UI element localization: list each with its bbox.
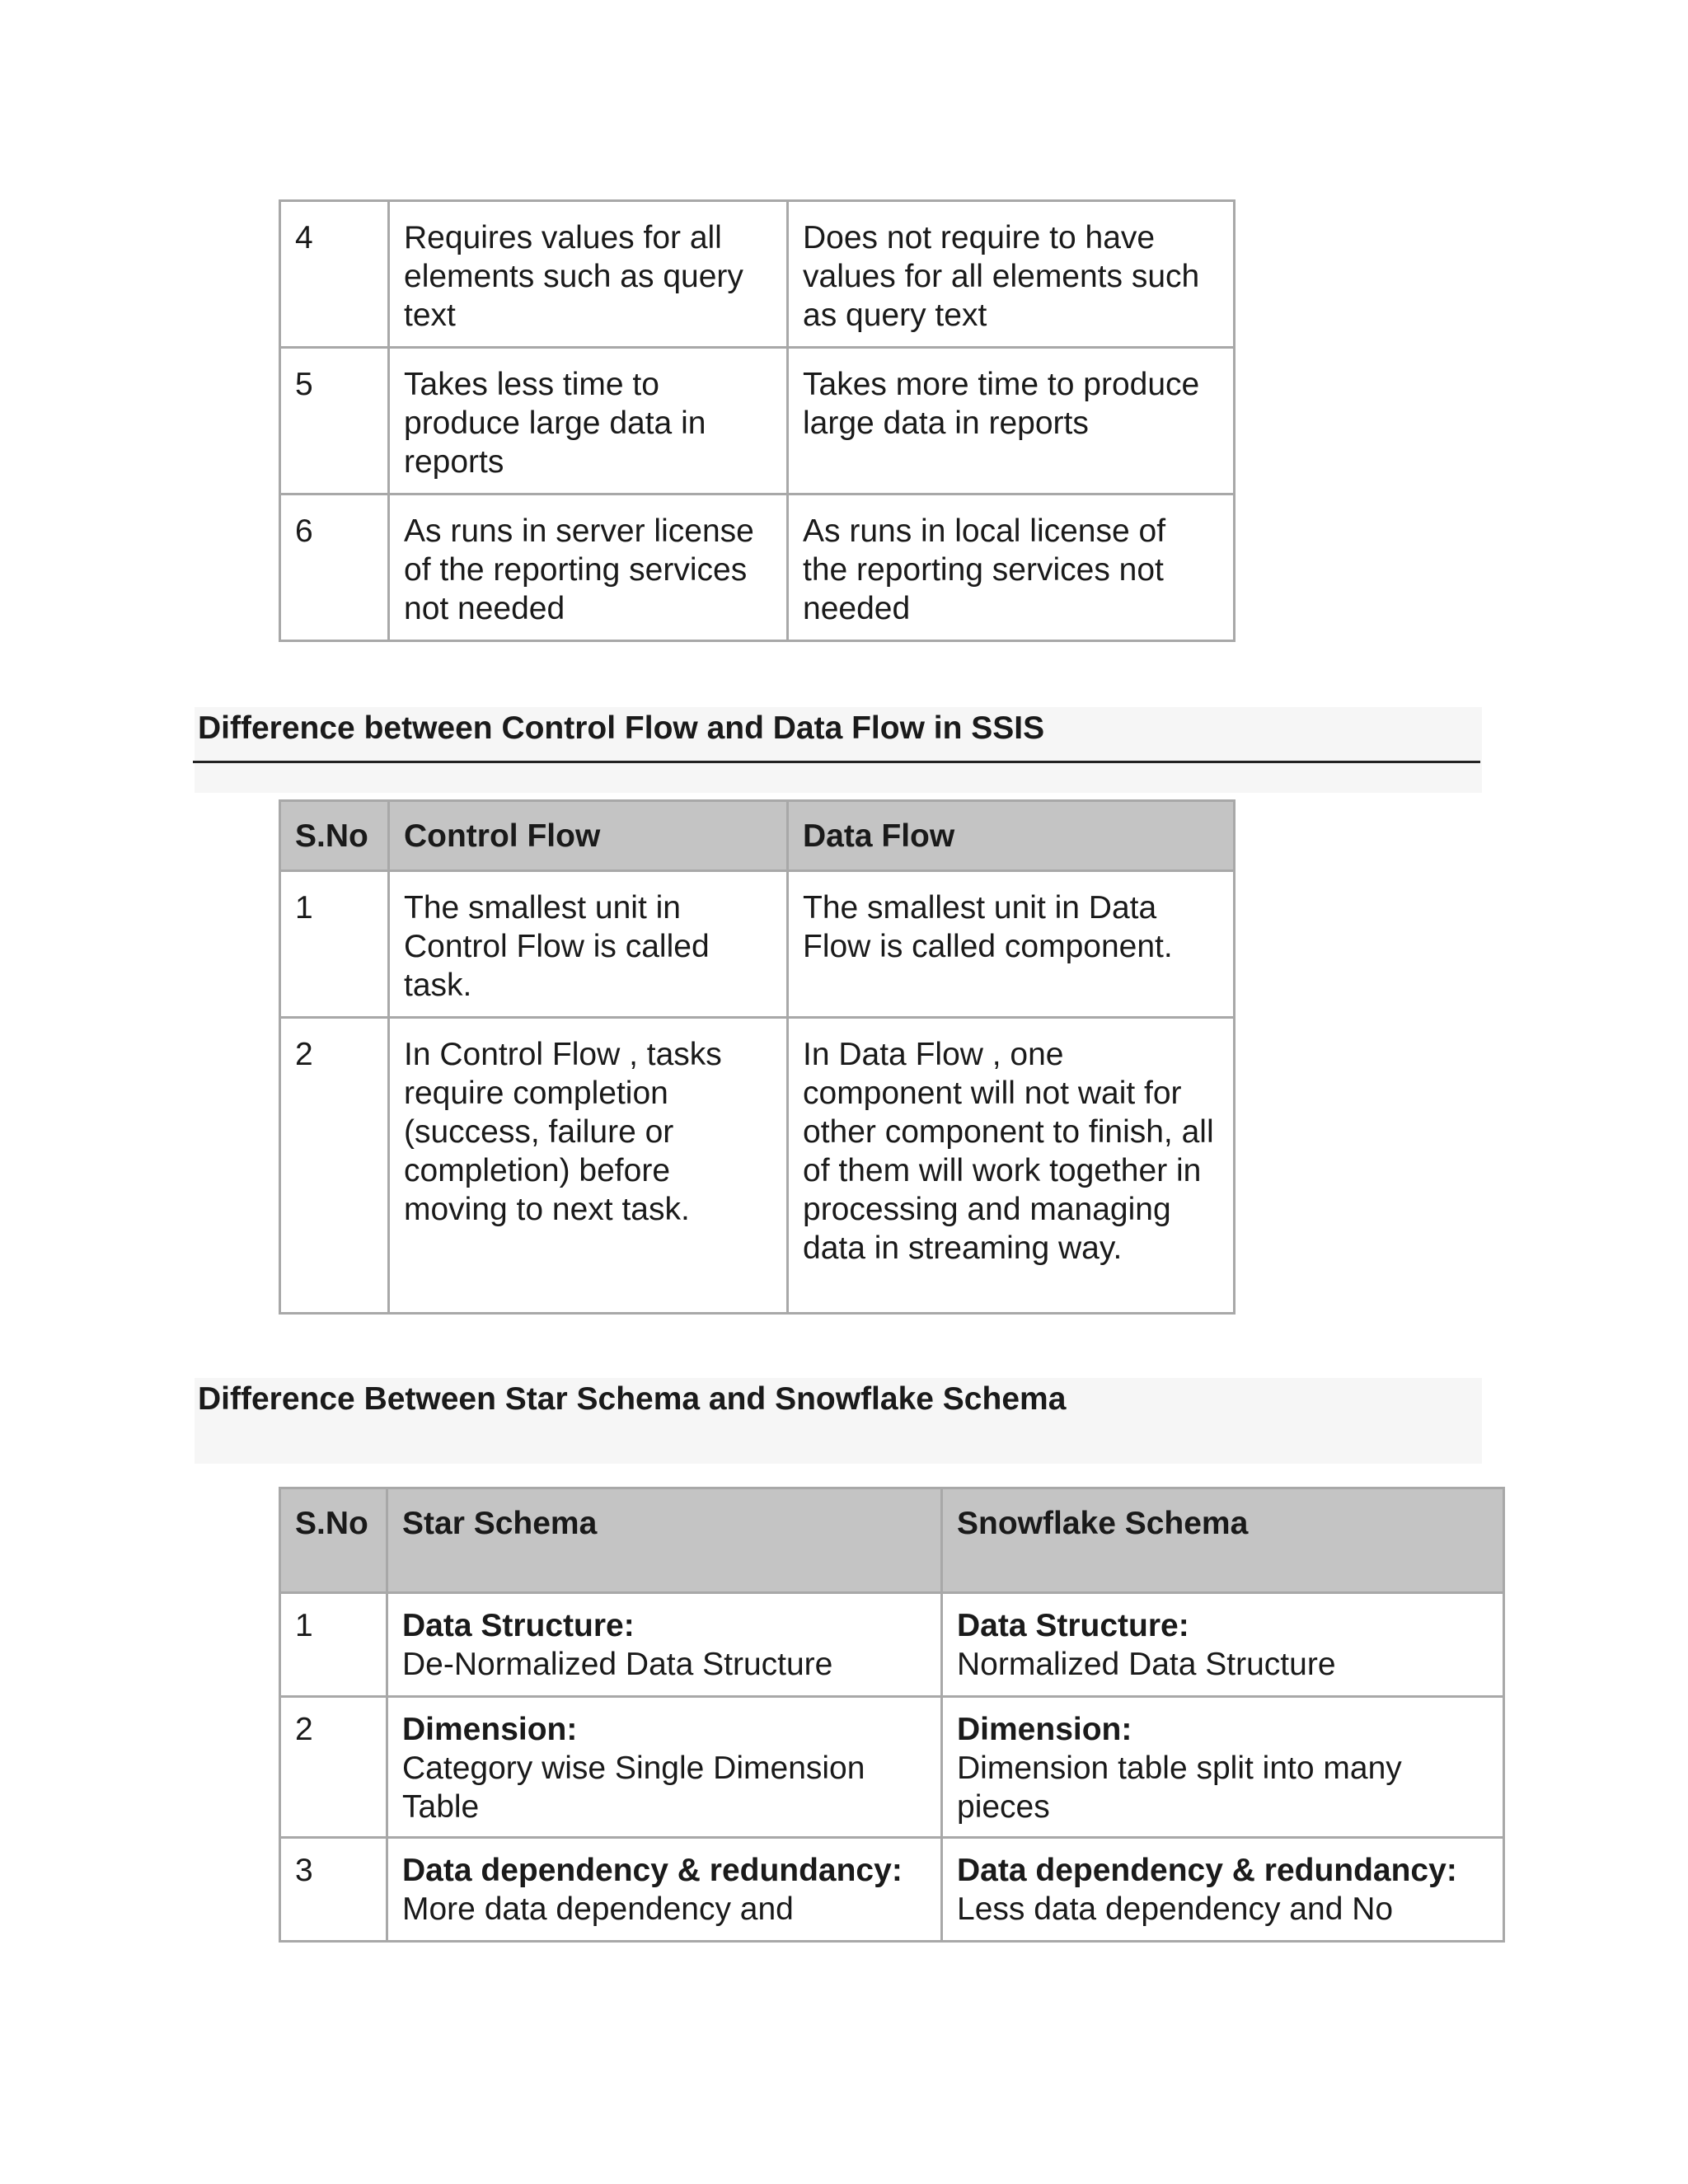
cell-title: Data Structure: (402, 1608, 635, 1643)
cell-text: Category wise Single Dimension Table (402, 1750, 865, 1825)
sno-cell: 2 (280, 1697, 387, 1838)
cell-title: Dimension: (957, 1712, 1132, 1747)
table-row (280, 201, 1235, 348)
left-cell: The smallest unit in Control Flow is called task. (389, 871, 788, 1018)
sno-cell: 1 (280, 1593, 387, 1697)
right-cell (942, 1697, 1504, 1838)
left-cell: In Control Flow , tasks require completion (success, failure or completion) before moving to next task. (389, 1018, 788, 1314)
sno-cell: 5 (280, 348, 389, 494)
cell-title: Dimension: (402, 1712, 578, 1747)
cell-text: More data dependency and (402, 1891, 794, 1927)
cell-title: Data dependency & redundancy: (402, 1853, 903, 1888)
cell-text: De-Normalized Data Structure (402, 1647, 833, 1682)
sno-cell: 3 (280, 1838, 387, 1942)
right-cell: Takes more time to produce large data in reports (788, 348, 1235, 494)
right-cell: In Data Flow , one component will not wait for other component to finish, all of them will work together in processing and managing data in streaming way. (788, 1018, 1235, 1314)
left-cell: Requires values for all elements such as query text (389, 201, 788, 348)
heading-underline (193, 761, 1480, 763)
table-row (280, 348, 1235, 494)
table-row (280, 494, 1235, 641)
comparison-table-continued (279, 199, 1236, 642)
right-cell (942, 1593, 1504, 1697)
cell-text: Less data dependency and No (957, 1891, 1394, 1927)
sno-cell: 2 (280, 1018, 389, 1314)
cell-text: Dimension table split into many pieces (957, 1750, 1402, 1825)
star-schema-header: Star Schema (387, 1488, 942, 1593)
sno-header: S.No (280, 1488, 387, 1593)
right-cell: As runs in local license of the reporting services not needed (788, 494, 1235, 641)
cell-title: Data Structure: (957, 1608, 1189, 1643)
section-heading-control-data-flow: Difference between Control Flow and Data Flow in SSIS (198, 710, 1045, 746)
sno-header: S.No (280, 801, 389, 871)
right-cell: Does not require to have values for all elements such as query text (788, 201, 1235, 348)
sno-cell: 6 (280, 494, 389, 641)
table-row (280, 871, 1235, 1018)
left-cell: As runs in server license of the reporting services not needed (389, 494, 788, 641)
table-row (280, 1018, 1235, 1314)
table-header-row (280, 1488, 1504, 1593)
cell-title: Data dependency & redundancy: (957, 1853, 1457, 1888)
left-cell (387, 1697, 942, 1838)
right-cell (942, 1838, 1504, 1942)
sno-cell: 4 (280, 201, 389, 348)
cell-text: Normalized Data Structure (957, 1647, 1336, 1682)
table-row (280, 1838, 1504, 1942)
data-flow-header: Data Flow (788, 801, 1235, 871)
left-cell: Takes less time to produce large data in reports (389, 348, 788, 494)
table-row (280, 1697, 1504, 1838)
left-cell (387, 1593, 942, 1697)
left-cell (387, 1838, 942, 1942)
section-heading-star-snowflake: Difference Between Star Schema and Snowflake Schema (198, 1381, 1067, 1417)
table-row (280, 1593, 1504, 1697)
star-vs-snowflake-table (279, 1487, 1505, 1943)
control-flow-header: Control Flow (389, 801, 788, 871)
table-header-row (280, 801, 1235, 871)
sno-cell: 1 (280, 871, 389, 1018)
snowflake-schema-header: Snowflake Schema (942, 1488, 1504, 1593)
right-cell: The smallest unit in Data Flow is called component. (788, 871, 1235, 1018)
control-vs-data-flow-table (279, 799, 1236, 1315)
